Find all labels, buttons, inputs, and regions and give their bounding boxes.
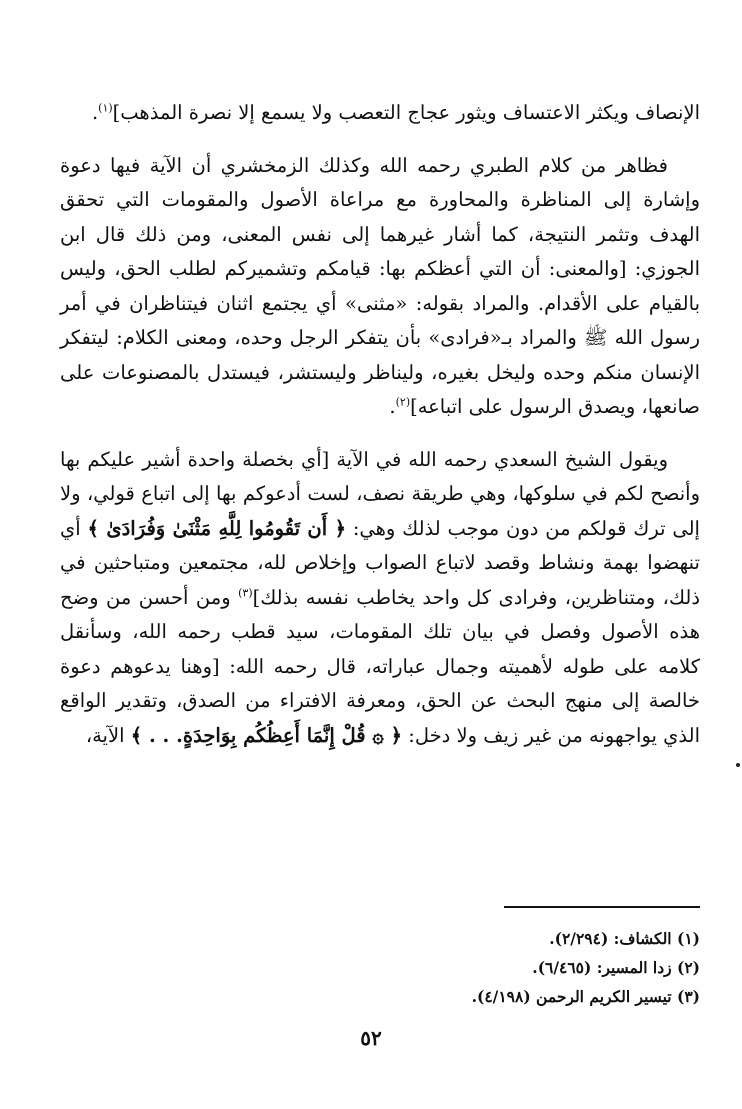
footnote-ref-3[interactable]: (٣) (238, 586, 253, 599)
paragraph-3 (60, 443, 700, 754)
footnote-item-2: (٢) زدا المسير: (٦/٤٦٥). (532, 958, 700, 977)
paragraph-2-tail: . (389, 395, 396, 418)
footnote-separator (504, 906, 700, 908)
footnotes-list (100, 924, 700, 1011)
footnote-item-1: (١) الكشاف: (٢/٢٩٤). (549, 929, 700, 948)
page-body (60, 96, 700, 753)
paragraph-3-part1: ويقول الشيخ السعدي رحمه الله في الآية [أي بخصلة واحدة أشير عليكم بها وأنصح لكم في سلوكها، وهي طريقة نصف، لست أدعوكم بها إلى اتباع قولي، ولا إلى ترك قولكم من دون موجب لذلك وهي: (60, 447, 700, 540)
paragraph-3-part3: ومن أحسن من وضح هذه الأصول وفصل في بيان تلك المقومات، سيد قطب رحمه الله، وسأنقل كلامه على طوله لأهميته وجمال عباراته، قال رحمه الله: [وهنا يدعوهم دعوة خالصة إلى منهج البحث عن الحق، ومعرفة الافتراء من الصدق، وتقدير الواقع الذي يواجهونه من غير زيف ولا دخل: (60, 585, 700, 747)
paragraph-1 (60, 96, 700, 131)
page-number: ٥٢ (360, 1026, 382, 1050)
paragraph-1-text: الإنصاف ويكثر الاعتساف ويثور عجاج التعصب ولا يسمع إلا نصرة المذهب] (112, 101, 700, 124)
footnote-ref-1[interactable]: (١) (98, 101, 113, 115)
paragraph-3-part4: الآية، (85, 723, 131, 747)
scan-speck (736, 763, 740, 767)
paragraph-1-tail: . (91, 101, 99, 124)
paragraph-3-part2: أي تنهضوا بهمة ونشاط وقصد لاتباع الصواب وإخلاص لله، مجتمعين ومتباحثين في ذلك، ومتناظرين، وفرادى كل واحد يخاطب نفسه بذلك] (60, 516, 701, 609)
paragraph-2 (60, 149, 700, 425)
footnote-item-3: (٣) تيسير الكريم الرحمن (٤/١٩٨). (471, 987, 700, 1006)
quran-verse-2: ﴿ ۞ قُلْ إِنَّمَا أَعِظُكُم بِوَاحِدَةٍ. . . ﴾ (130, 723, 403, 747)
paragraph-2-text: فظاهر من كلام الطبري رحمه الله وكذلك الزمخشري أن الآية فيها دعوة وإشارة إلى المناظرة والمحاورة مع مراعاة الأصول والمقومات التي تحقق الهدف وتثمر النتيجة، كما أشار غيرهما إلى نفس المعنى، ومن ذلك قال ابن الجوزي: [والمعنى: أن التي أعظكم بها: قيامكم وتشميركم لطلب الحق، وليس بالقيام على الأقدام. والمراد بقوله: «مثنى» أي يجتمع اثنان فيتناظران في أمر رسول الله ﷺ والمراد بـ«فرادى» بأن يتفكر الرجل وحده، ومعنى الكلام: ليتفكر الإنسان منكم وحده وليخل بغيره، وليناظر وليستشر، فيستدل بالمصنوعات على صانعها، ويصدق الرسول على اتباعه] (60, 153, 700, 418)
quran-verse-1: ﴿ أَن تَقُومُوا لِلَّهِ مَثْنَىٰ وَفُرَادَىٰ ﴾ (87, 516, 346, 540)
footnote-ref-2[interactable]: (٢) (395, 395, 411, 409)
